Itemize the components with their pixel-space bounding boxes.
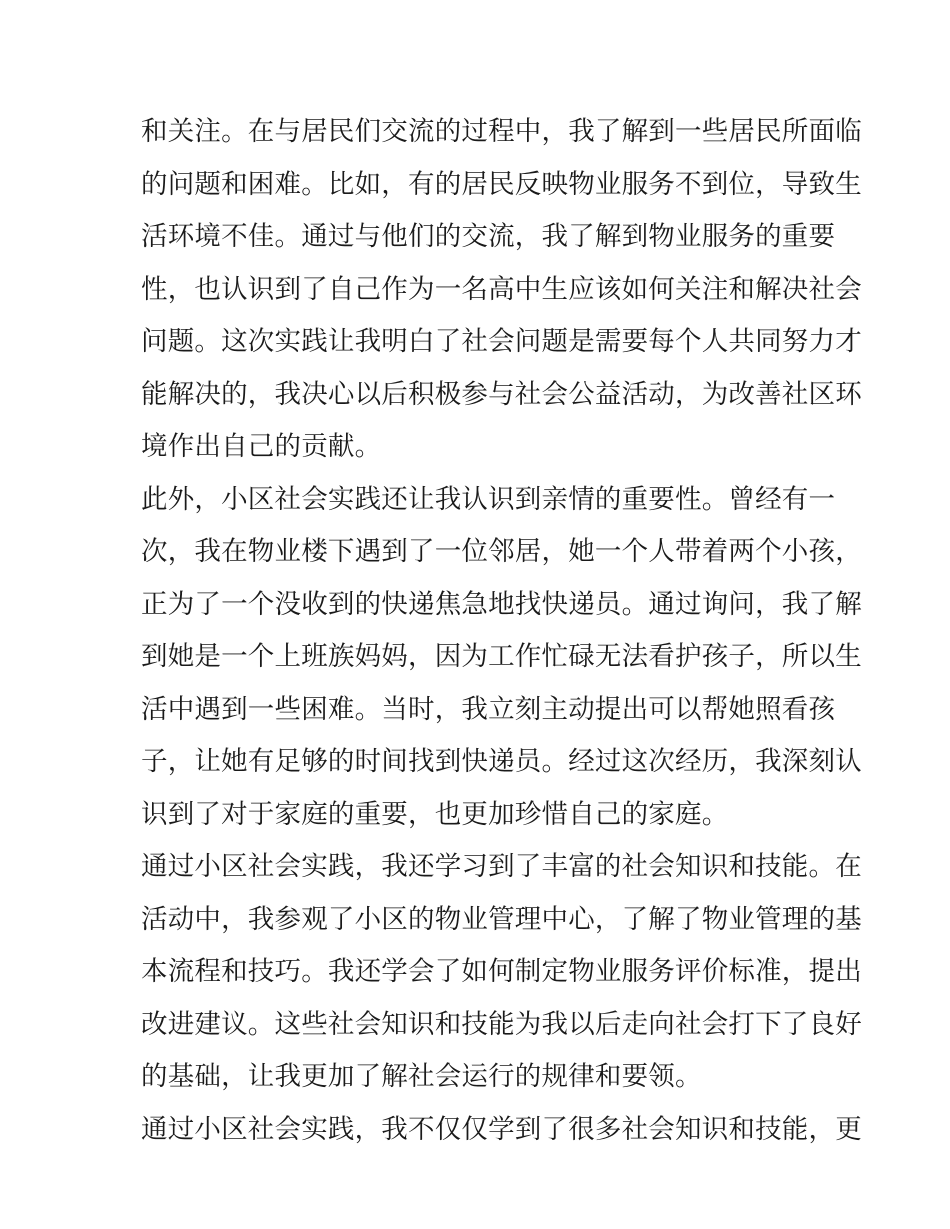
text-line: 活环境不佳。通过与他们的交流，我了解到物业服务的重要 — [141, 221, 836, 252]
text-line: 活中遇到一些困难。当时，我立刻主动提出可以帮她照看孩 — [141, 693, 836, 725]
text-line: 通过小区社会实践，我还学习到了丰富的社会知识和技能。在 — [141, 851, 862, 882]
text-line: 通过小区社会实践，我不仅仅学到了很多社会知识和技能，更 — [141, 1113, 862, 1145]
text-line: 此外，小区社会实践还让我认识到亲情的重要性。曾经有一 — [141, 483, 836, 515]
text-line: 的问题和困难。比如，有的居民反映物业服务不到位，导致生 — [141, 168, 862, 200]
text-line: 识到了对于家庭的重要，也更加珍惜自己的家庭。 — [141, 798, 729, 830]
text-line: 改进建议。这些社会知识和技能为我以后走向社会打下了良好 — [141, 1008, 862, 1040]
text-line: 境作出自己的贡献。 — [141, 431, 382, 462]
text-line: 问题。这次实践让我明白了社会问题是需要每个人共同努力才 — [141, 326, 862, 357]
text-line: 能解决的，我决心以后积极参与社会公益活动，为改善社区环 — [141, 378, 862, 410]
text-line: 和关注。在与居民们交流的过程中，我了解到一些居民所面临 — [141, 116, 862, 147]
text-line: 正为了一个没收到的快递焦急地找快递员。通过询问，我了解 — [141, 588, 862, 620]
text-line: 活动中，我参观了小区的物业管理中心，了解了物业管理的基 — [141, 903, 862, 935]
document-body — [141, 106, 862, 1156]
text-line: 次，我在物业楼下遇到了一位邻居，她一个人带着两个小孩， — [141, 536, 862, 567]
text-line: 性，也认识到了自己作为一名高中生应该如何关注和解决社会 — [141, 273, 862, 305]
text-line: 子，让她有足够的时间找到快递员。经过这次经历，我深刻认 — [141, 746, 862, 777]
text-line: 的基础，让我更加了解社会运行的规律和要领。 — [141, 1061, 702, 1092]
text-line: 到她是一个上班族妈妈，因为工作忙碌无法看护孩子，所以生 — [141, 641, 862, 672]
text-line: 本流程和技巧。我还学会了如何制定物业服务评价标准，提出 — [141, 956, 862, 987]
